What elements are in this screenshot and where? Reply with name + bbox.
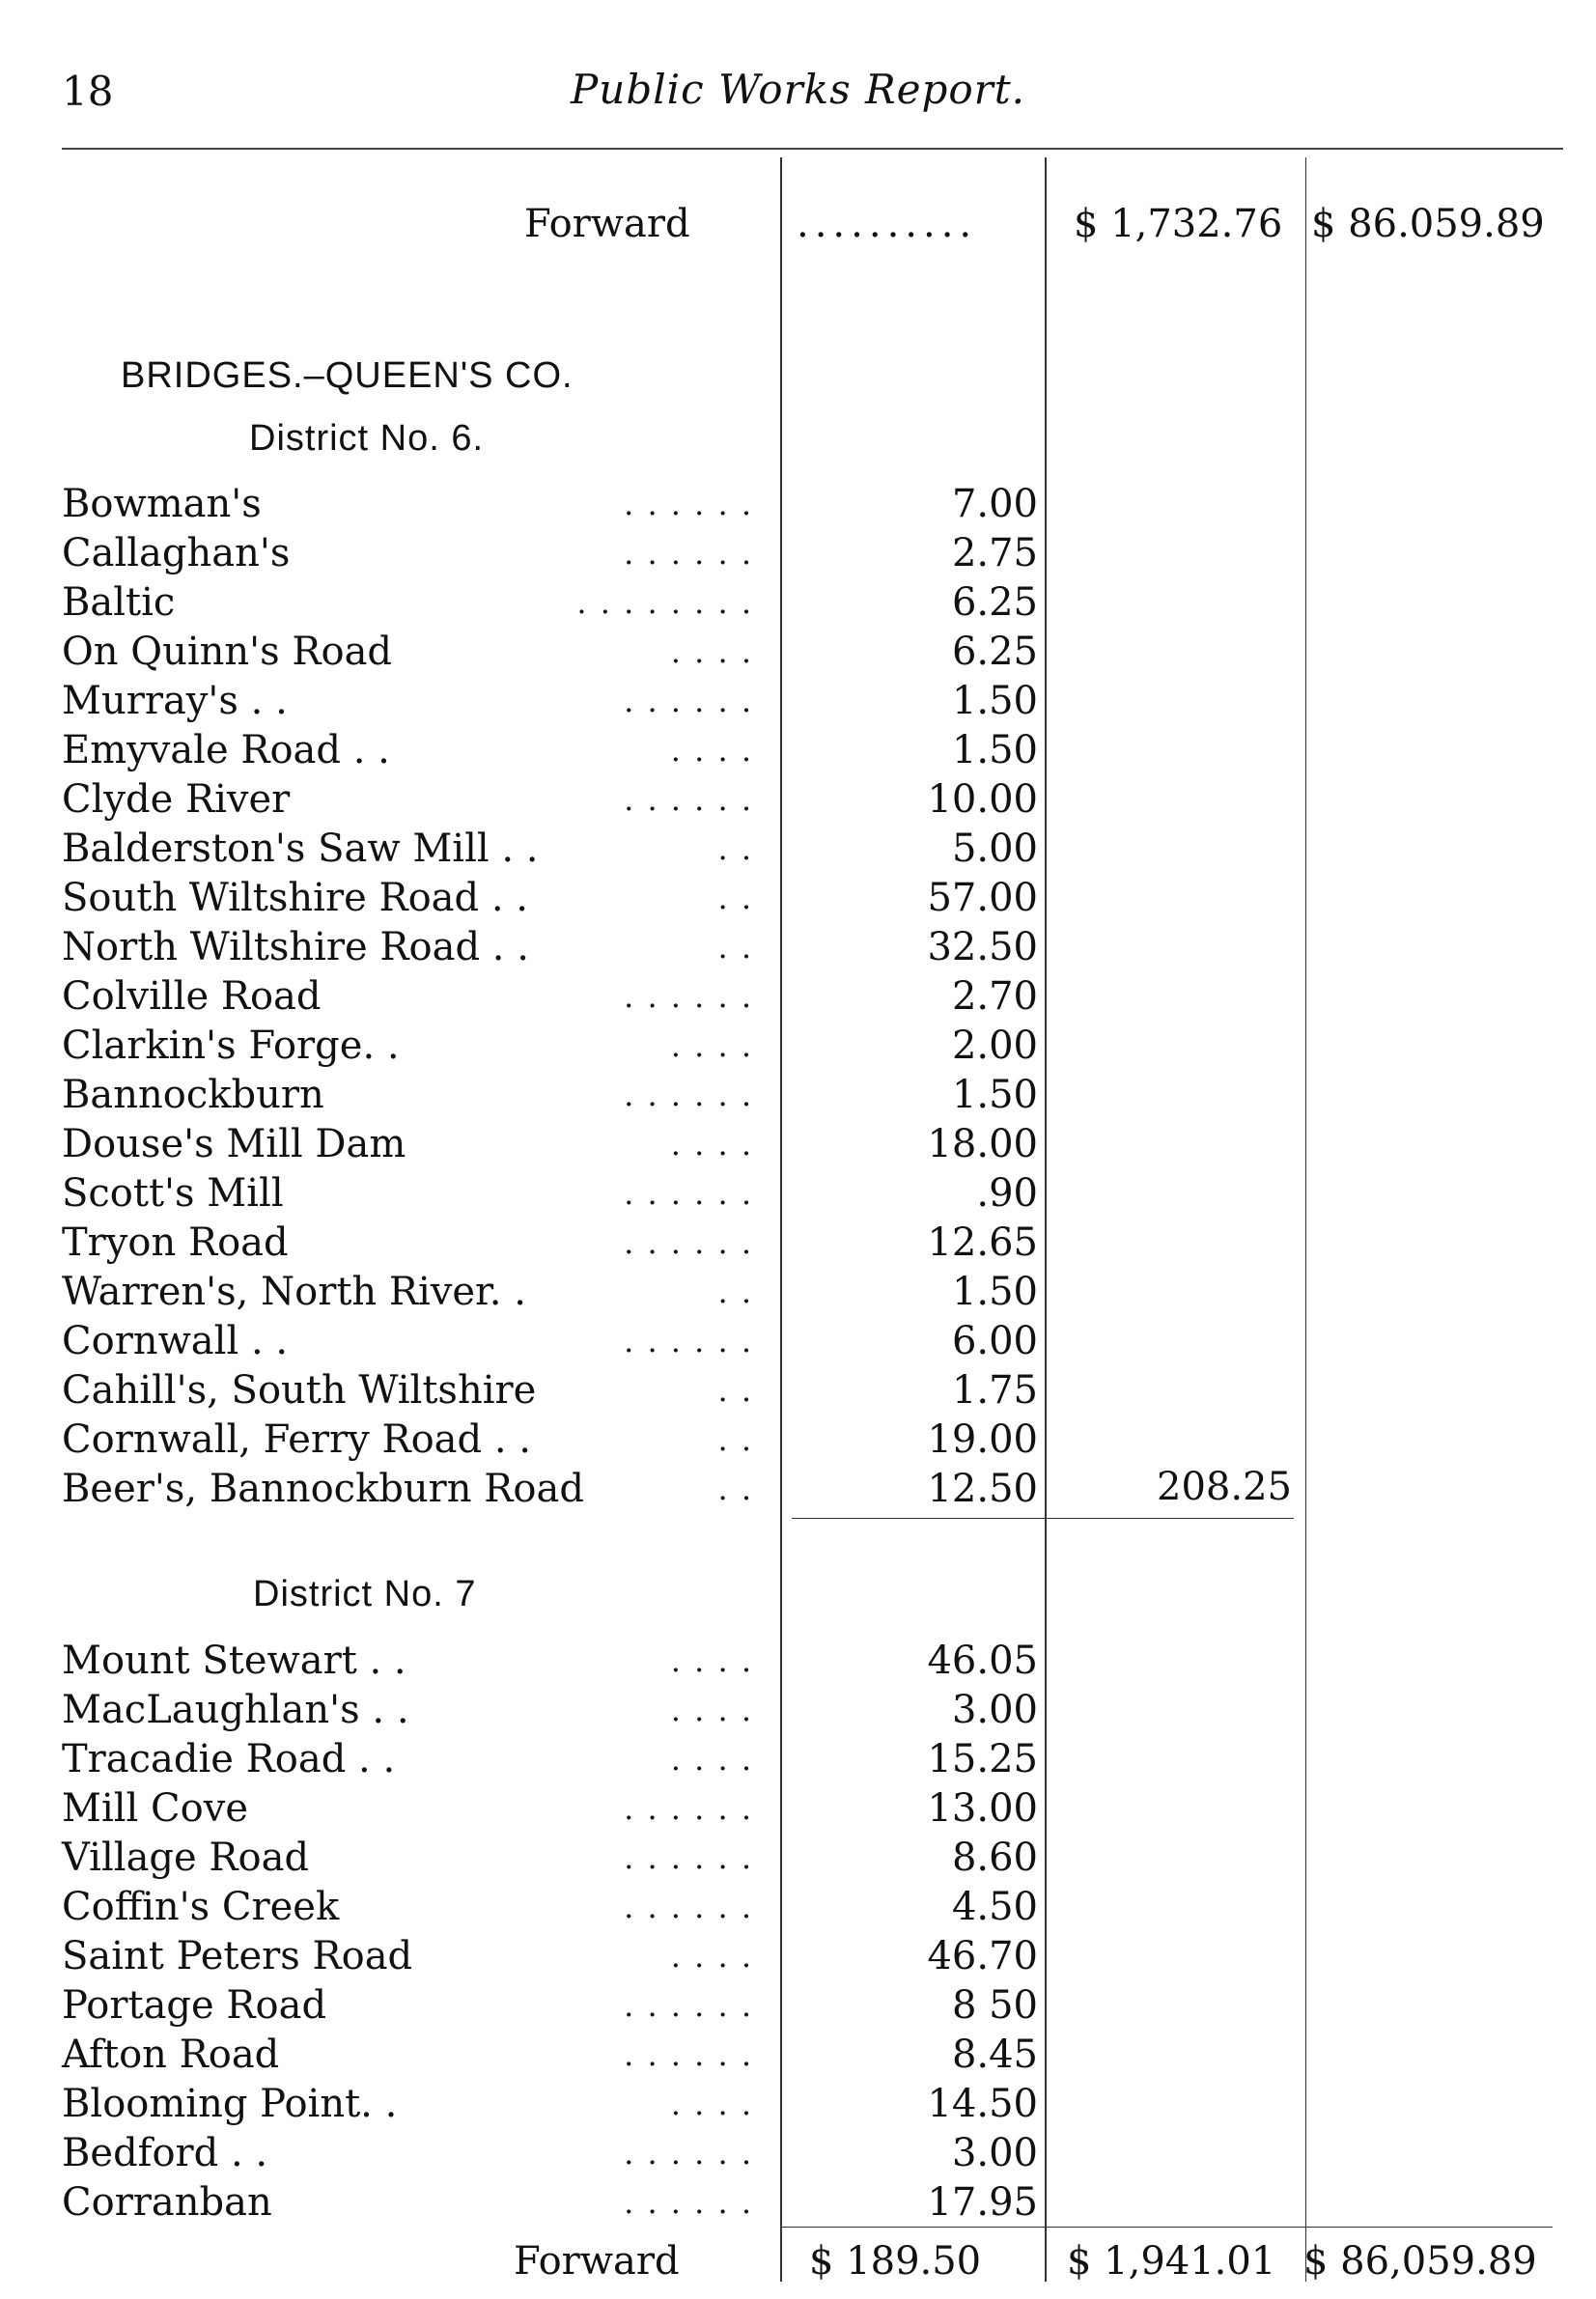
list-item-amount: 4.50: [951, 1885, 1038, 1929]
list-item-label: Corranban: [62, 2180, 272, 2225]
forward-col4-bottom: $ 86,059.89: [1303, 2239, 1537, 2284]
dot-leader: . . . . . .: [624, 1790, 753, 1827]
list-item-label: Baltic: [62, 580, 176, 625]
list-item-label: Bedford . .: [62, 2131, 268, 2175]
list-item-label: Bowman's: [62, 482, 262, 526]
column-rule-3: [1305, 157, 1306, 2282]
dot-leader: . . . . . .: [624, 1839, 753, 1876]
list-item-amount: 17.95: [927, 2180, 1038, 2225]
dot-leader: . . . . . .: [624, 978, 753, 1015]
list-item-label: Colville Road: [62, 974, 322, 1019]
forward-label-top: Forward: [524, 202, 690, 246]
list-item-label: Coffin's Creek: [62, 1885, 340, 1929]
forward-col3-bottom: $ 1,941.01: [1067, 2239, 1276, 2284]
list-item-amount: 6.25: [951, 580, 1038, 625]
list-item-label: Beer's, Bannockburn Road: [62, 1467, 584, 1511]
list-item-amount: 1.50: [951, 728, 1038, 772]
dot-leader: . .: [717, 1274, 753, 1310]
dot-leader: . . . .: [670, 2086, 753, 2122]
column-rule-1: [780, 157, 782, 2282]
forward-col3-top: $ 1,732.76: [1074, 202, 1283, 246]
list-item-label: Emyvale Road . .: [62, 728, 390, 772]
dot-leader: . . . .: [670, 1642, 753, 1679]
dot-leader: . . . . . .: [624, 535, 753, 572]
column-rule-2: [1045, 157, 1047, 2282]
list-item-amount: 1.50: [951, 1073, 1038, 1117]
page-number: 18: [62, 68, 114, 115]
list-item-amount: 8.60: [951, 1836, 1038, 1880]
list-item-amount: 12.50: [927, 1467, 1038, 1511]
running-head: Public Works Report.: [571, 66, 1025, 113]
list-item-label: Cahill's, South Wiltshire: [62, 1368, 537, 1413]
dot-leader: . . . . . .: [624, 781, 753, 818]
list-item-amount: 2.00: [951, 1023, 1038, 1068]
list-item-amount: 13.00: [927, 1786, 1038, 1831]
dot-leader: . . . . . .: [624, 486, 753, 522]
header-rule: [62, 148, 1563, 150]
list-item-label: Douse's Mill Dam: [62, 1122, 406, 1166]
dot-leader: . . . . . .: [624, 683, 753, 719]
list-item-amount: 1.50: [951, 679, 1038, 723]
list-item-amount: 12.65: [927, 1220, 1038, 1265]
list-item-amount: 14.50: [927, 2082, 1038, 2126]
list-item-amount: 5.00: [951, 827, 1038, 871]
list-item-label: Callaghan's: [62, 531, 291, 575]
list-item-amount: 3.00: [951, 2131, 1038, 2175]
list-item-amount: 46.05: [927, 1639, 1038, 1683]
dot-leader: . .: [717, 1372, 753, 1409]
list-item-amount: 18.00: [927, 1122, 1038, 1166]
list-item-label: Mill Cove: [62, 1786, 249, 1831]
list-item-amount: 6.25: [951, 630, 1038, 674]
dot-leader: . . . .: [670, 1692, 753, 1728]
forward-col2-bottom: $ 189.50: [809, 2239, 982, 2284]
list-item-amount: 10.00: [927, 777, 1038, 822]
list-item-label: Village Road: [62, 1836, 310, 1880]
list-item-label: Clarkin's Forge. .: [62, 1023, 400, 1068]
forward-col4-top: $ 86.059.89: [1311, 202, 1545, 246]
dot-leader: . . . . . .: [624, 2036, 753, 2073]
district-6-total-rule: [792, 1518, 1294, 1519]
dot-leader: . .: [717, 830, 753, 867]
dot-leader: . . . .: [670, 633, 753, 670]
dot-leader: . . . . . .: [624, 2135, 753, 2172]
list-item-label: Cornwall . .: [62, 1319, 289, 1363]
list-item-amount: 1.75: [951, 1368, 1038, 1413]
list-item-label: Saint Peters Road: [62, 1934, 413, 1978]
district-6-total: 208.25: [1157, 1465, 1292, 1509]
dot-leader: . . . . . .: [624, 1224, 753, 1261]
list-item-amount: 15.25: [927, 1737, 1038, 1781]
list-item-amount: 57.00: [927, 876, 1038, 920]
list-item-amount: 2.70: [951, 974, 1038, 1019]
list-item-label: Portage Road: [62, 1983, 327, 2028]
list-item-label: Balderston's Saw Mill . .: [62, 827, 539, 871]
list-item-label: Clyde River: [62, 777, 291, 822]
list-item-amount: 8.45: [951, 2033, 1038, 2077]
list-item-label: South Wiltshire Road . .: [62, 876, 528, 920]
list-item-amount: 46.70: [927, 1934, 1038, 1978]
dot-leader: . . . . . .: [624, 1323, 753, 1360]
dot-leader: . . . . . .: [624, 1077, 753, 1113]
dot-leader: . . . . . .: [624, 1987, 753, 2024]
dot-leader: . . . .: [670, 732, 753, 769]
list-item-amount: 2.75: [951, 531, 1038, 575]
list-item-label: Bannockburn: [62, 1073, 324, 1117]
dot-leader: . .: [717, 929, 753, 966]
dot-leader: . . . . . . . .: [576, 584, 753, 621]
list-item-label: Mount Stewart . .: [62, 1639, 406, 1683]
dot-leader: . .: [717, 880, 753, 916]
list-item-label: Cornwall, Ferry Road . .: [62, 1417, 531, 1462]
dot-leader: . .: [717, 1421, 753, 1458]
list-item-label: Tracadie Road . .: [62, 1737, 396, 1781]
list-item-label: Tryon Road: [62, 1220, 289, 1265]
list-item-label: On Quinn's Road: [62, 630, 393, 674]
list-item-amount: .90: [976, 1171, 1038, 1216]
dot-leader: . . . .: [670, 1938, 753, 1975]
forward-dots-top: ..........: [797, 202, 978, 246]
dot-leader: . . . . . .: [624, 1175, 753, 1212]
section-title: BRIDGES.–QUEEN'S CO.: [121, 355, 574, 396]
list-item-amount: 19.00: [927, 1417, 1038, 1462]
list-item-label: Scott's Mill: [62, 1171, 284, 1216]
dot-leader: . . . . . .: [624, 2184, 753, 2221]
list-item-label: North Wiltshire Road . .: [62, 925, 529, 969]
list-item-amount: 32.50: [927, 925, 1038, 969]
district-7-heading: District No. 7: [253, 1574, 477, 1614]
bottom-rule: [780, 2227, 1553, 2228]
dot-leader: . .: [717, 1471, 753, 1507]
list-item-amount: 3.00: [951, 1688, 1038, 1732]
dot-leader: . . . . . .: [624, 1889, 753, 1925]
list-item-amount: 1.50: [951, 1270, 1038, 1314]
list-item-label: MacLaughlan's . .: [62, 1688, 409, 1732]
forward-label-bottom: Forward: [514, 2239, 680, 2284]
dot-leader: . . . .: [670, 1027, 753, 1064]
dot-leader: . . . .: [670, 1126, 753, 1163]
list-item-label: Blooming Point. .: [62, 2082, 398, 2126]
list-item-amount: 6.00: [951, 1319, 1038, 1363]
list-item-amount: 7.00: [951, 482, 1038, 526]
district-6-heading: District No. 6.: [249, 418, 485, 459]
dot-leader: . . . .: [670, 1741, 753, 1778]
list-item-amount: 8 50: [951, 1983, 1038, 2028]
list-item-label: Afton Road: [62, 2033, 280, 2077]
list-item-label: Warren's, North River. .: [62, 1270, 526, 1314]
list-item-label: Murray's . .: [62, 679, 288, 723]
